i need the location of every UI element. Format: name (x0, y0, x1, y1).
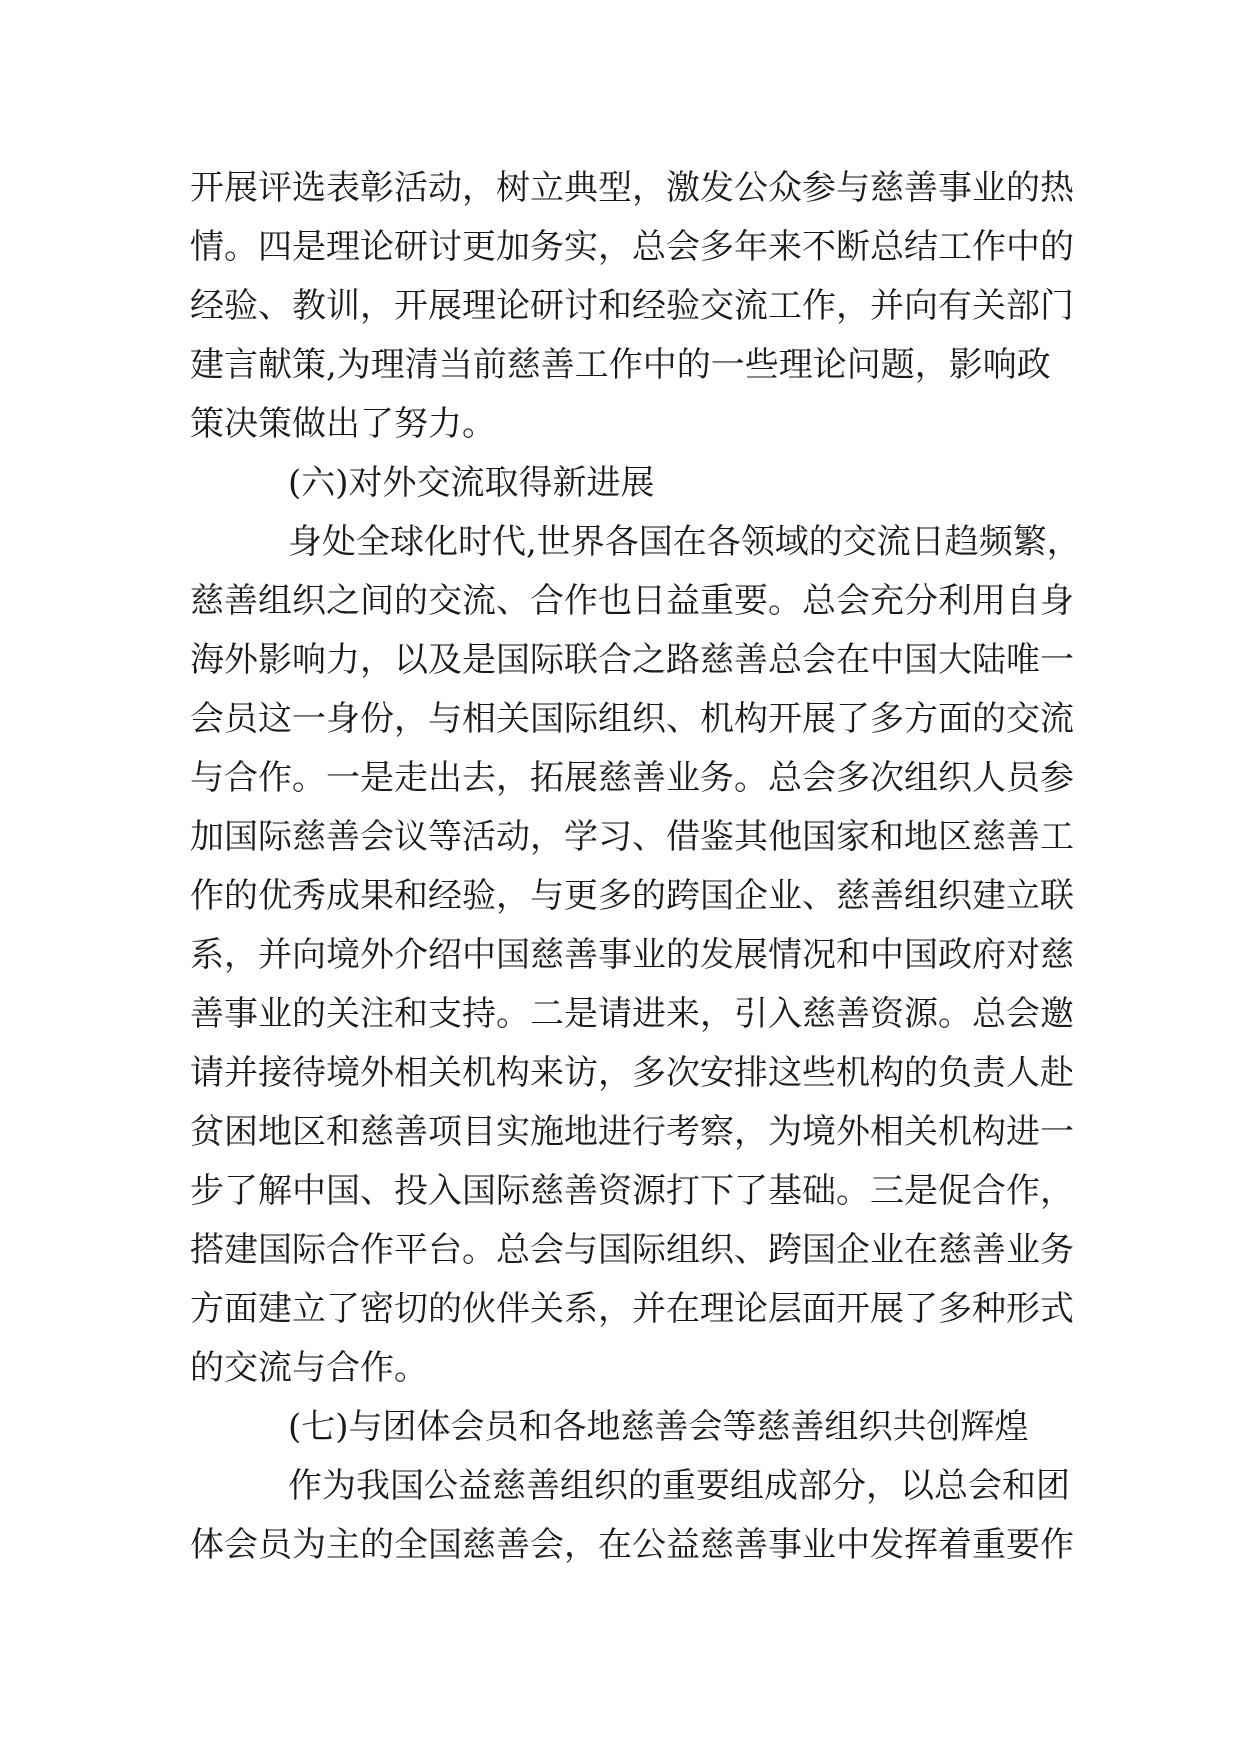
paragraph-line: 步了解中国、投入国际慈善资源打下了基础。三是促合作， (190, 1171, 1074, 1211)
paragraph-line: 与合作。一是走出去，拓展慈善业务。总会多次组织人员参 (190, 758, 1074, 798)
paragraph-line: 会员这一身份，与相关国际组织、机构开展了多方面的交流 (190, 699, 1074, 739)
section-heading: (七)与团体会员和各地慈善会等慈善组织共创辉煌 (288, 1407, 1029, 1447)
paragraph-line: 慈善组织之间的交流、合作也日益重要。总会充分利用自身 (190, 581, 1074, 621)
paragraph-line: 的交流与合作。 (190, 1348, 428, 1388)
paragraph-line: 开展评选表彰活动，树立典型，激发公众参与慈善事业的热 (190, 168, 1074, 208)
paragraph-line: 加国际慈善会议等活动，学习、借鉴其他国家和地区慈善工 (190, 817, 1074, 857)
section-heading: (六)对外交流取得新进展 (288, 463, 655, 503)
paragraph-line: 作的优秀成果和经验，与更多的跨国企业、慈善组织建立联 (190, 876, 1074, 916)
paragraph-line: 经验、教训，开展理论研讨和经验交流工作，并向有关部门 (190, 286, 1074, 326)
paragraph-line: 搭建国际合作平台。总会与国际组织、跨国企业在慈善业务 (190, 1230, 1074, 1270)
paragraph-line: 作为我国公益慈善组织的重要组成部分，以总会和团 (288, 1466, 1070, 1506)
paragraph-line: 策决策做出了努力。 (190, 404, 496, 444)
paragraph-line: 系，并向境外介绍中国慈善事业的发展情况和中国政府对慈 (190, 935, 1074, 975)
paragraph-line: 情。四是理论研讨更加务实，总会多年来不断总结工作中的 (190, 227, 1074, 267)
paragraph-line: 建言献策,为理清当前慈善工作中的一些理论问题，影响政 (190, 345, 1051, 385)
paragraph-line: 海外影响力，以及是国际联合之路慈善总会在中国大陆唯一 (190, 640, 1074, 680)
paragraph-line: 方面建立了密切的伙伴关系，并在理论层面开展了多种形式 (190, 1289, 1074, 1329)
paragraph-line: 请并接待境外相关机构来访，多次安排这些机构的负责人赴 (190, 1053, 1074, 1093)
paragraph-line: 善事业的关注和支持。二是请进来，引入慈善资源。总会邀 (190, 994, 1074, 1034)
paragraph-line: 体会员为主的全国慈善会，在公益慈善事业中发挥着重要作 (190, 1525, 1074, 1565)
paragraph-line: 身处全球化时代,世界各国在各领域的交流日趋频繁， (288, 522, 1081, 562)
paragraph-line: 贫困地区和慈善项目实施地进行考察，为境外相关机构进一 (190, 1112, 1074, 1152)
